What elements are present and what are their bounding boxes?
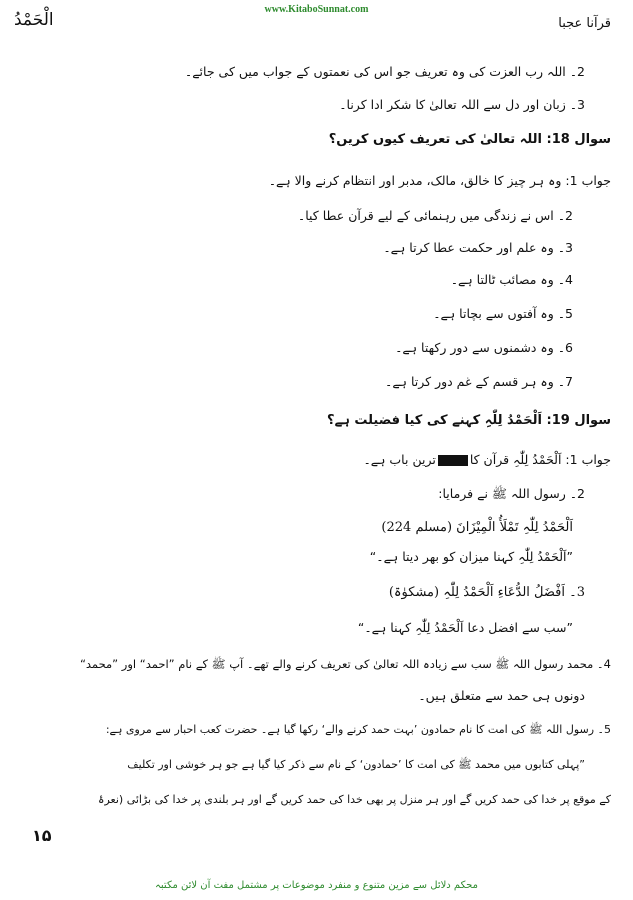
quote-line: ”اَلْحَمْدُ لِلّٰہِ کہنا میزان کو بھر دیتا ہے۔“ [369,549,573,564]
answer-text-end: ترین باب ہے۔ [363,452,436,467]
footer-promo: محکم دلائل سے مزین متنوع و منفرد موضوعات پر مشتمل مفت آن لائن مکتبہ [155,880,478,891]
quote-line: ”سب سے افضل دعا اَلْحَمْدُ لِلّٰہِ کہنا ہے۔“ [357,620,573,635]
body-line: 5۔ وہ آفتوں سے بچاتا ہے۔ [433,306,573,321]
website-url[interactable]: www.KitaboSunnat.com [264,4,369,15]
answer-text-start: جواب 1: اَلْحَمْدُ لِلّٰہِ قرآن کا [469,452,611,467]
header-logo: الْحَمْدُ [14,10,54,30]
body-line: 2۔ اللہ رب العزت کی وہ تعریف جو اس کی نعمتوں کے جواب میں کی جائے۔ [184,64,585,79]
arabic-line: 3۔ اَفْضَلُ الدُّعَاءِ اَلْحَمْدُ لِلّٰہِ (مشکوٰۃ) [388,585,585,600]
body-line: دونوں ہی حمد سے متعلق ہیں۔ [418,688,585,703]
answer-line: جواب 1: وہ ہر چیز کا خالق، مالک، مدبر اور انتظام کرنے والا ہے۔ [268,173,611,188]
body-line: 7۔ وہ ہر قسم کے غم دور کرتا ہے۔ [385,374,573,389]
body-line: 4۔ محمد رسول اللہ ﷺ سب سے زیادہ اللہ تعالیٰ کی تعریف کرنے والے تھے۔ آپ ﷺ کے نام ”احمد“ اور ”محمد“ [79,657,611,671]
body-line: 3۔ زبان اور دل سے اللہ تعالیٰ کا شکر ادا کرنا۔ [339,97,585,112]
question-heading: سوال 19: اَلْحَمْدُ لِلّٰہِ کہنے کی کیا فضیلت ہے؟ [327,413,611,428]
body-line: 3۔ وہ علم اور حکمت عطا کرتا ہے۔ [383,240,573,255]
arabic-line: اَلْحَمْدُ لِلّٰہِ تَمْلَأُ الْمِیْزَانَ (مسلم 224) [381,520,573,535]
running-title: قرآنا عجبا [558,16,611,31]
redaction-mark [438,455,468,466]
answer-line [363,452,611,468]
page-number: ۱۵ [32,826,52,845]
question-heading: سوال 18: اللہ تعالیٰ کی تعریف کیوں کریں؟ [328,132,611,147]
body-line: 4۔ وہ مصائب ٹالتا ہے۔ [450,272,573,287]
body-line: 2۔ اس نے زندگی میں رہنمائی کے لیے قرآن عطا کیا۔ [297,208,573,223]
quote-line: ”پہلی کتابوں میں محمد ﷺ کی امت کا ’حمادون‘ کے نام سے ذکر کیا گیا ہے جو ہر خوشی اور تکلیف [127,758,585,771]
body-line: کے موقع پر خدا کی حمد کریں گے اور ہر منزل پر بھی خدا کی حمد کریں گے اور ہر بلندی پر خدا کی بڑائی (نعرۂ [98,793,611,806]
body-line: 2۔ رسول اللہ ﷺ نے فرمایا: [438,486,585,501]
body-line: 5۔ رسول اللہ ﷺ کی امت کا نام حمادون ’بہت حمد کرنے والے‘ رکھا گیا ہے۔ حضرت کعب احبار سے مروی ہے: [105,723,611,736]
body-line: 6۔ وہ دشمنوں سے دور رکھتا ہے۔ [395,340,573,355]
